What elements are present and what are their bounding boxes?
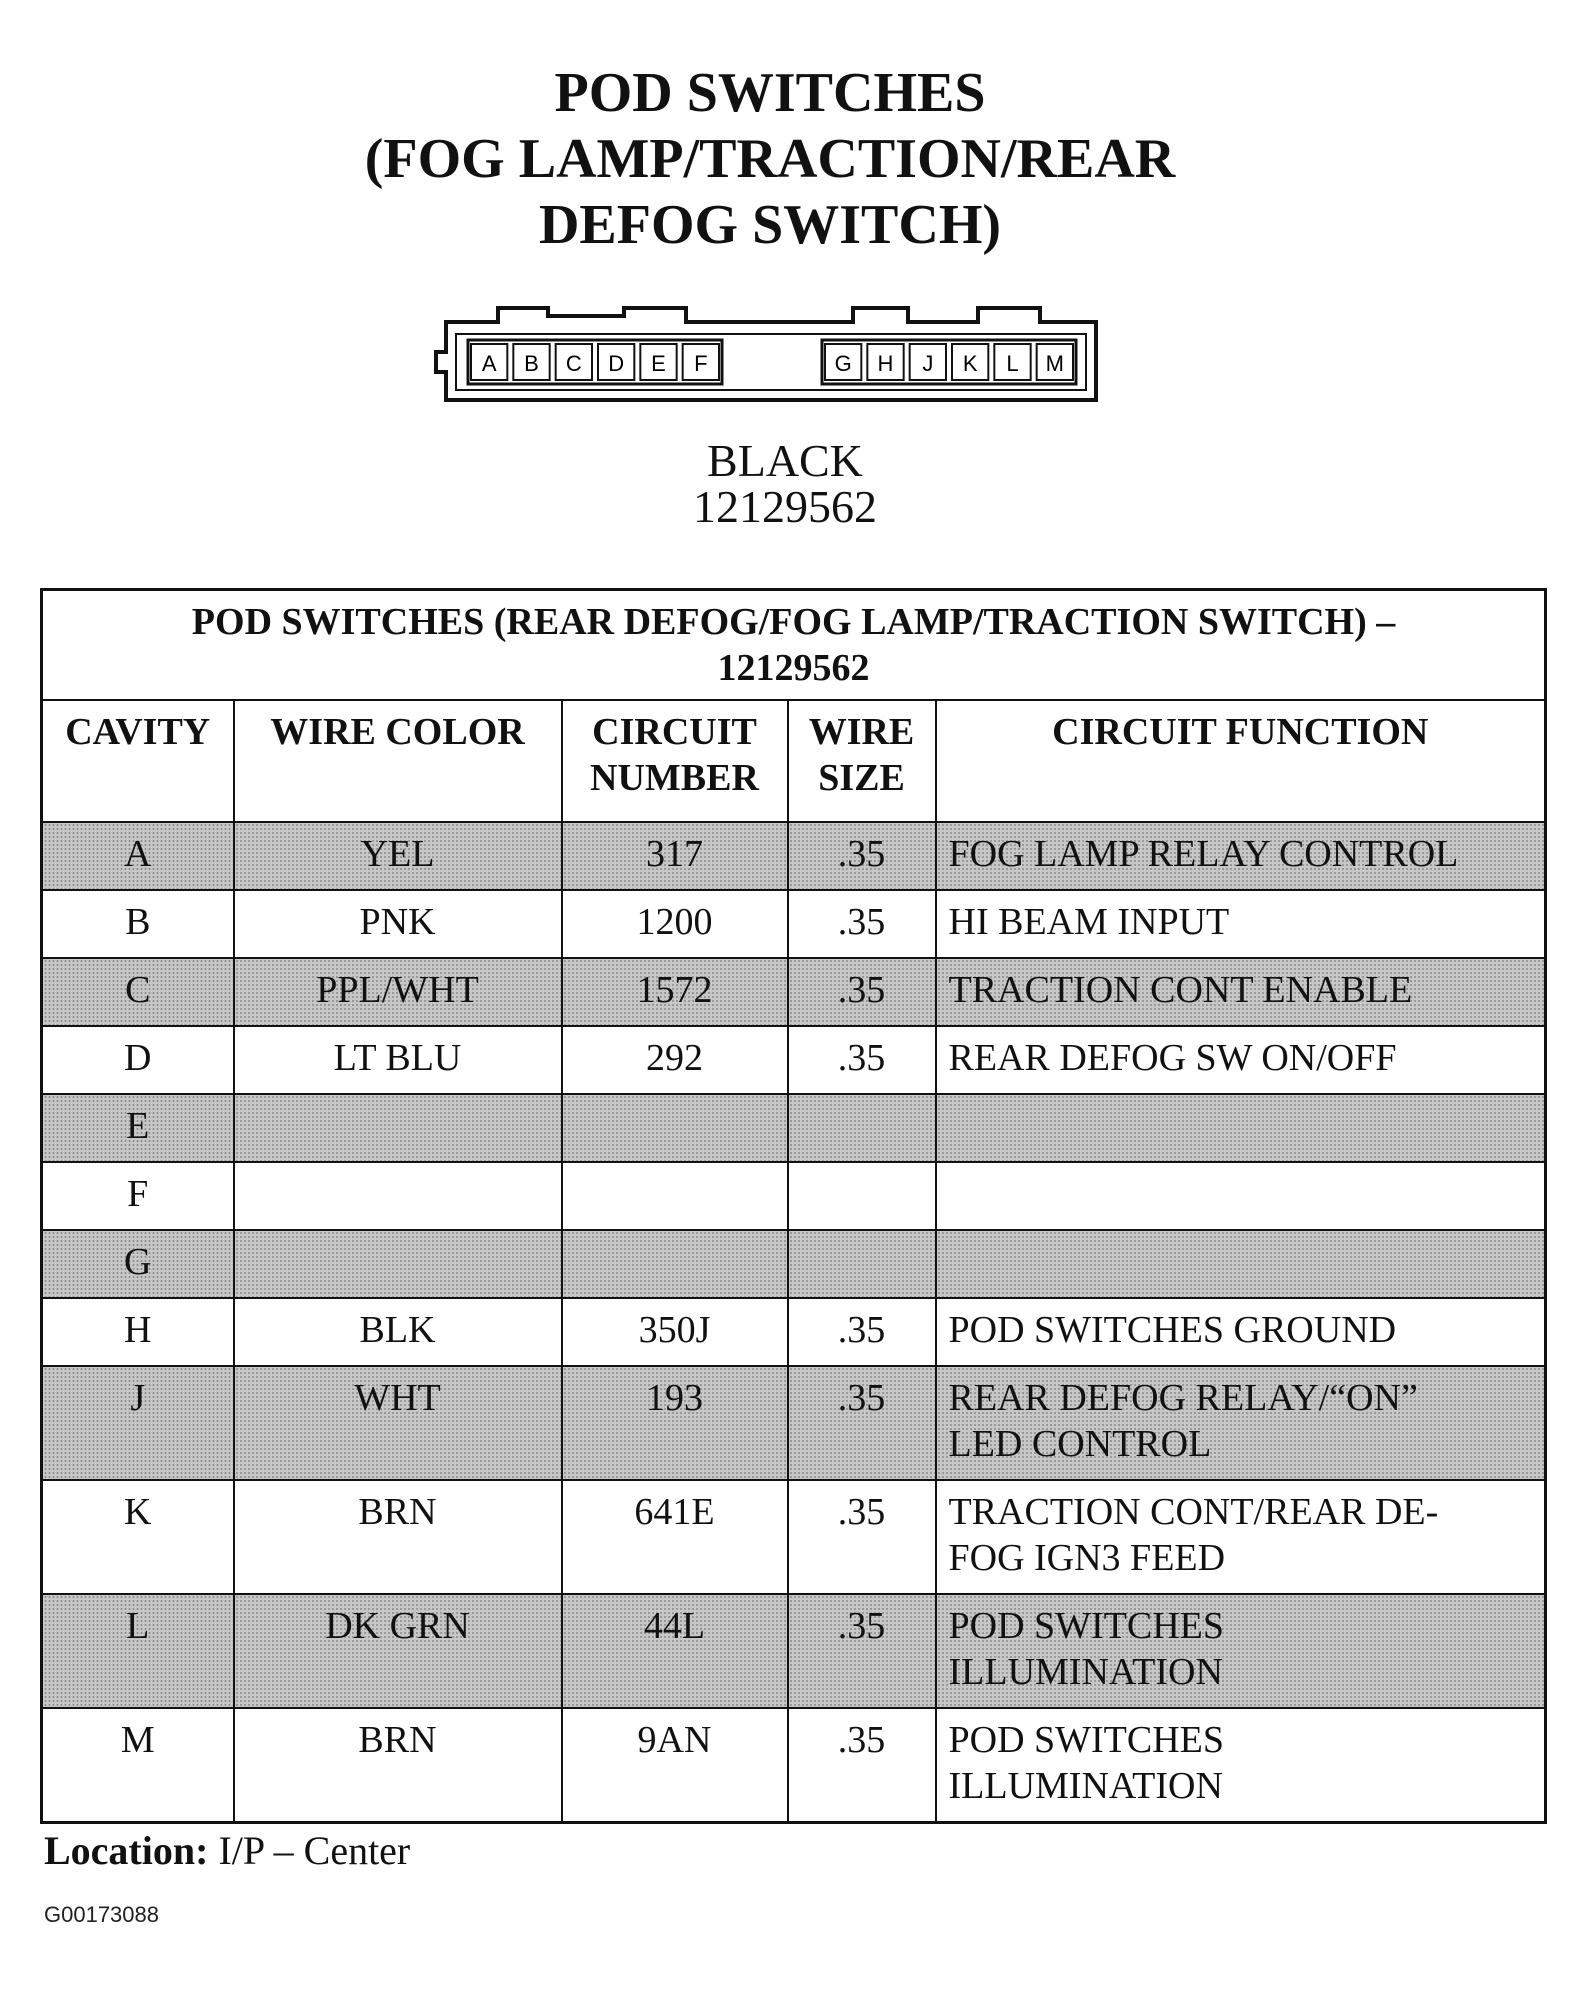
cell-wire-size (788, 1162, 936, 1230)
circuit-function-line-2: LED CONTROL (948, 1423, 1212, 1465)
pinout-table (40, 588, 1547, 1824)
cell-circuit-function (936, 822, 1546, 890)
header-wire-size (788, 700, 936, 822)
table-title-line-1: POD SWITCHES (REAR DEFOG/FOG LAMP/TRACTION SWITCH) – (191, 601, 1396, 643)
cell-wire-size: .35 (788, 1708, 936, 1823)
table-row (42, 1094, 1546, 1162)
header-circuit-number-line-2: NUMBER (590, 757, 759, 799)
connector-part-number: 12129562 (693, 481, 877, 532)
cell-circuit-number: 193 (562, 1366, 788, 1480)
header-wire-size-line-1: WIRE (808, 711, 915, 753)
cell-wire-color (234, 1162, 562, 1230)
cell-cavity: C (42, 958, 234, 1026)
table-row (42, 1480, 1546, 1594)
cell-wire-size: .35 (788, 958, 936, 1026)
connector-diagram (428, 292, 1118, 404)
cell-wire-size: .35 (788, 1480, 936, 1594)
circuit-function-line-2: ILLUMINATION (948, 1651, 1223, 1693)
table-row (42, 822, 1546, 890)
pin-b-label: B (524, 351, 539, 376)
table-row (42, 958, 1546, 1026)
table-row (42, 1162, 1546, 1230)
cell-circuit-function (936, 1026, 1546, 1094)
cell-circuit-number: 292 (562, 1026, 788, 1094)
circuit-function-line-1: TRACTION CONT ENABLE (948, 969, 1413, 1011)
cell-circuit-function (936, 958, 1546, 1026)
circuit-function-line-2: FOG IGN3 FEED (948, 1537, 1226, 1579)
cell-circuit-number (562, 1230, 788, 1298)
cell-cavity: L (42, 1594, 234, 1708)
cell-wire-size: .35 (788, 1594, 936, 1708)
cell-circuit-function (936, 1162, 1546, 1230)
cell-circuit-number: 317 (562, 822, 788, 890)
table-title (42, 590, 1546, 701)
circuit-function-line-2: ILLUMINATION (948, 1765, 1223, 1807)
table-row (42, 1230, 1546, 1298)
cell-wire-color: BRN (234, 1480, 562, 1594)
table-row (42, 1026, 1546, 1094)
table-row (42, 1366, 1546, 1480)
header-circuit-function: CIRCUIT FUNCTION (936, 700, 1546, 822)
pin-a-label: A (481, 351, 497, 376)
connector-color: BLACK (707, 435, 863, 486)
cell-wire-color (234, 1230, 562, 1298)
header-row (42, 700, 1546, 822)
document-title (0, 60, 1540, 258)
connector-info (0, 435, 1570, 532)
circuit-function-line-1: POD SWITCHES (948, 1605, 1225, 1647)
pin-e-label: E (651, 351, 666, 376)
cell-cavity: K (42, 1480, 234, 1594)
cell-circuit-number: 350J (562, 1298, 788, 1366)
table-row (42, 1298, 1546, 1366)
cell-circuit-function (936, 1230, 1546, 1298)
cell-cavity: A (42, 822, 234, 890)
circuit-function-line-1: REAR DEFOG SW ON/OFF (948, 1037, 1397, 1079)
cell-wire-size (788, 1230, 936, 1298)
cell-cavity: D (42, 1026, 234, 1094)
pin-h-label: H (877, 351, 894, 376)
cell-circuit-function (936, 1298, 1546, 1366)
cell-wire-color: BRN (234, 1708, 562, 1823)
table-row (42, 890, 1546, 958)
location-note (44, 1828, 410, 1874)
cell-wire-color: WHT (234, 1366, 562, 1480)
cell-circuit-number: 1572 (562, 958, 788, 1026)
cell-circuit-function (936, 1594, 1546, 1708)
cell-circuit-number (562, 1162, 788, 1230)
cell-circuit-number: 44L (562, 1594, 788, 1708)
cell-wire-size: .35 (788, 890, 936, 958)
cell-circuit-function (936, 1094, 1546, 1162)
cell-circuit-function (936, 1480, 1546, 1594)
cell-circuit-function (936, 1366, 1546, 1480)
cell-cavity: J (42, 1366, 234, 1480)
title-line-1: POD SWITCHES (554, 62, 986, 124)
cell-circuit-function (936, 890, 1546, 958)
pin-k-label: K (962, 351, 978, 376)
cell-wire-color: PPL/WHT (234, 958, 562, 1026)
cell-circuit-number (562, 1094, 788, 1162)
cell-wire-color: BLK (234, 1298, 562, 1366)
title-line-2: (FOG LAMP/TRACTION/REAR (364, 128, 1176, 190)
cell-circuit-number: 641E (562, 1480, 788, 1594)
cell-wire-size: .35 (788, 1366, 936, 1480)
pin-l-label: L (1006, 351, 1019, 376)
header-wire-size-line-2: SIZE (818, 757, 905, 799)
location-label: Location: (44, 1828, 209, 1873)
location-value: I/P – Center (218, 1828, 411, 1873)
cell-cavity: G (42, 1230, 234, 1298)
cell-cavity: F (42, 1162, 234, 1230)
figure-code: G00173088 (44, 1902, 159, 1927)
cell-wire-color: YEL (234, 822, 562, 890)
cell-cavity: E (42, 1094, 234, 1162)
pin-g-label: G (834, 351, 852, 376)
cell-circuit-function (936, 1708, 1546, 1823)
circuit-function-line-1: POD SWITCHES (948, 1719, 1225, 1761)
pin-j-label: J (922, 351, 934, 376)
circuit-function-line-1: HI BEAM INPUT (948, 901, 1230, 943)
table-title-line-2: 12129562 (717, 647, 870, 689)
header-circuit-number (562, 700, 788, 822)
cell-cavity: B (42, 890, 234, 958)
cell-circuit-number: 1200 (562, 890, 788, 958)
circuit-function-line-1: REAR DEFOG RELAY/“ON” (948, 1377, 1418, 1419)
table-row (42, 1708, 1546, 1823)
circuit-function-line-1: POD SWITCHES GROUND (948, 1309, 1397, 1351)
cell-wire-size: .35 (788, 1298, 936, 1366)
title-line-3: DEFOG SWITCH) (538, 194, 1002, 256)
cell-wire-color: LT BLU (234, 1026, 562, 1094)
cell-wire-color (234, 1094, 562, 1162)
cell-cavity: H (42, 1298, 234, 1366)
pin-d-label: D (608, 351, 625, 376)
header-circuit-number-line-1: CIRCUIT (592, 711, 757, 753)
cell-wire-size: .35 (788, 1026, 936, 1094)
cell-wire-size: .35 (788, 822, 936, 890)
table-row (42, 1594, 1546, 1708)
circuit-function-line-1: FOG LAMP RELAY CONTROL (948, 833, 1459, 875)
pin-f-label: F (694, 351, 708, 376)
cell-wire-size (788, 1094, 936, 1162)
cell-circuit-number: 9AN (562, 1708, 788, 1823)
cell-wire-color: PNK (234, 890, 562, 958)
cell-cavity: M (42, 1708, 234, 1823)
circuit-function-line-1: TRACTION CONT/REAR DE- (948, 1491, 1439, 1533)
pin-c-label: C (565, 351, 582, 376)
pin-m-label: M (1045, 351, 1064, 376)
header-wire-color: WIRE COLOR (234, 700, 562, 822)
header-cavity: CAVITY (42, 700, 234, 822)
cell-wire-color: DK GRN (234, 1594, 562, 1708)
